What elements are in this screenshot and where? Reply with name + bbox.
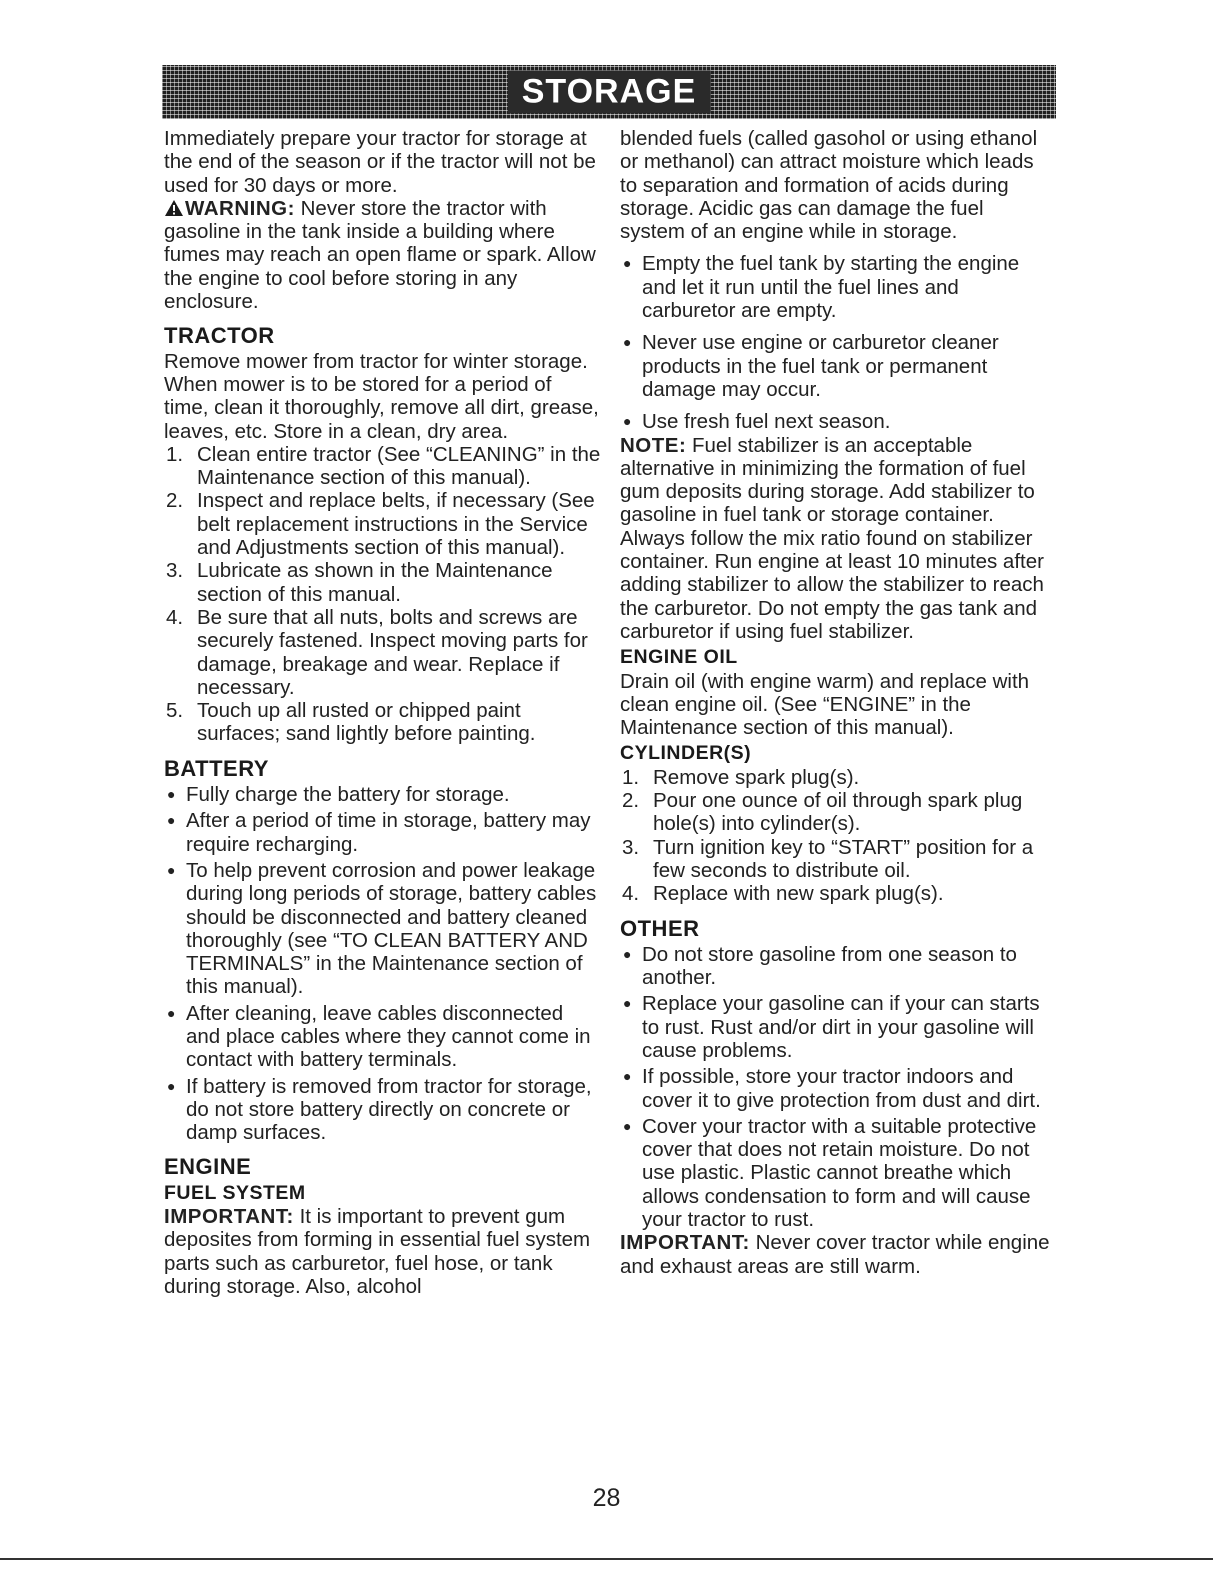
important-label: IMPORTANT:: [620, 1231, 750, 1255]
cylinder-steps: [620, 766, 1052, 906]
list-item: 1. Remove spark plug(s).: [622, 765, 860, 789]
fuel-bullets: [620, 252, 1052, 433]
tractor-paragraph: Remove mower from tractor for winter storage. When mower is to be stored for a period of time, clean it thoroughly, remove all dirt, grease, leaves, etc. Store in a clean, dry area.: [164, 349, 599, 443]
list-item: 4. Replace with new spark plug(s).: [622, 882, 944, 906]
bottom-rule: [0, 1558, 1213, 1560]
cylinders-heading: CYLINDER(S): [620, 742, 752, 765]
engine-heading: ENGINE: [164, 1154, 252, 1180]
note-text: Fuel stabilizer is an acceptable alternative in minimizing the formation of fuel gum deposits during storage. Add stabilizer to gasoline in fuel tank or storage container. Always follow the mix ratio found on stabilizer container. Run engine at least 10 minutes after adding stabilizer to allow the stabilizer to reach the carburetor. Do not empty the gas tank and carburetor if using fuel stabilizer.: [620, 433, 1044, 643]
list-item: ● Never use engine or carburetor cleaner products in the fuel tank or permanent damage may occur.: [623, 331, 999, 401]
list-item: ● If battery is removed from tractor for storage, do not store battery directly on concrete or damp surfaces.: [167, 1074, 592, 1145]
list-item: ● To help prevent corrosion and power leakage during long periods of storage, battery cables should be disconnected and battery cleaned thoroughly (see “TO CLEAN BATTERY AND TERMINALS” in the Maintenance section of this manual).: [167, 858, 597, 999]
list-item: ● Use fresh fuel next season.: [623, 410, 891, 434]
other-heading: OTHER: [620, 915, 700, 941]
fuel-continued-paragraph: blended fuels (called gasohol or using ethanol or methanol) can attract moisture which leads to separation and formation of acids during storage. Acidic gas can damage the fuel system of an engine while in storage.: [620, 127, 1038, 244]
important-text: Never cover tractor while engine and exhaust areas are still warm.: [620, 1231, 1050, 1278]
list-item: 2. Pour one ounce of oil through spark plug hole(s) into cylinder(s).: [622, 789, 1023, 836]
list-item: 1. Clean entire tractor (See “CLEANING” in the Maintenance section of this manual).: [166, 442, 601, 490]
page-number: 28: [592, 1484, 621, 1512]
list-item: ● After a period of time in storage, battery may require recharging.: [167, 809, 591, 856]
fuel-important-paragraph: [164, 1205, 601, 1298]
battery-bullets: [164, 783, 601, 1144]
list-item: ● After cleaning, leave cables disconnected and place cables where they cannot come in contact with battery terminals.: [167, 1001, 591, 1072]
section-title: STORAGE: [508, 71, 711, 114]
note-paragraph: [620, 434, 1052, 644]
engine-oil-heading: ENGINE OIL: [620, 646, 738, 669]
other-bullets: [620, 943, 1052, 1232]
intro-paragraph: Immediately prepare your tractor for storage at the end of the season or if the tractor will not be used for 30 days or more.: [164, 127, 596, 197]
list-item: ● Fully charge the battery for storage.: [167, 783, 510, 807]
section-banner: [162, 65, 1056, 119]
fuel-system-heading: FUEL SYSTEM: [164, 1181, 306, 1204]
list-item: ● Cover your tractor with a suitable protective cover that does not retain moisture. Do not use plastic. Plastic cannot breathe which allows condensation to form and will cause your tractor to rust.: [623, 1114, 1037, 1232]
list-item: ● Do not store gasoline from one season to another.: [623, 942, 1017, 990]
list-item: 5. Touch up all rusted or chipped paint surfaces; sand lightly before painting.: [166, 699, 536, 746]
warning-paragraph: [164, 197, 601, 313]
warning-triangle-icon: [164, 199, 184, 217]
left-column: [164, 127, 601, 1298]
battery-heading: BATTERY: [164, 755, 269, 781]
tractor-heading: TRACTOR: [164, 323, 275, 349]
engine-oil-paragraph: Drain oil (with engine warm) and replace with clean engine oil. (See “ENGINE” in the Maintenance section of this manual).: [620, 669, 1030, 740]
tractor-steps: [164, 443, 601, 746]
important-paragraph: [620, 1231, 1052, 1278]
right-column: [620, 127, 1052, 1278]
list-item: 3. Turn ignition key to “START” position for a few seconds to distribute oil.: [622, 835, 1034, 882]
list-item: ● If possible, store your tractor indoors and cover it to give protection from dust and dirt.: [623, 1065, 1041, 1112]
list-item: ● Replace your gasoline can if your can starts to rust. Rust and/or dirt in your gasoline will cause problems.: [623, 992, 1040, 1062]
important-label: IMPORTANT:: [164, 1205, 294, 1229]
important-text: It is important to prevent gum deposites from forming in essential fuel system parts such as carburetor, fuel hose, or tank during storage. Also, alcohol: [164, 1205, 591, 1298]
note-label: NOTE:: [620, 433, 687, 457]
warning-label: WARNING:: [185, 196, 295, 220]
list-item: 4. Be sure that all nuts, bolts and screws are securely fastened. Inspect moving parts for damage, breakage and wear. Replace if necessary.: [166, 605, 588, 699]
list-item: 2. Inspect and replace belts, if necessary (See belt replacement instructions in the Service and Adjustments section of this manual).: [166, 489, 595, 560]
list-item: ● Empty the fuel tank by starting the engine and let it run until the fuel lines and carburetor are empty.: [623, 252, 1020, 323]
warning-text: Never store the tractor with gasoline in the tank inside a building where fumes may reach an open flame or spark. Allow the engine to cool before storing in any enclosure.: [164, 196, 596, 314]
list-item: 3. Lubricate as shown in the Maintenance section of this manual.: [166, 559, 553, 606]
